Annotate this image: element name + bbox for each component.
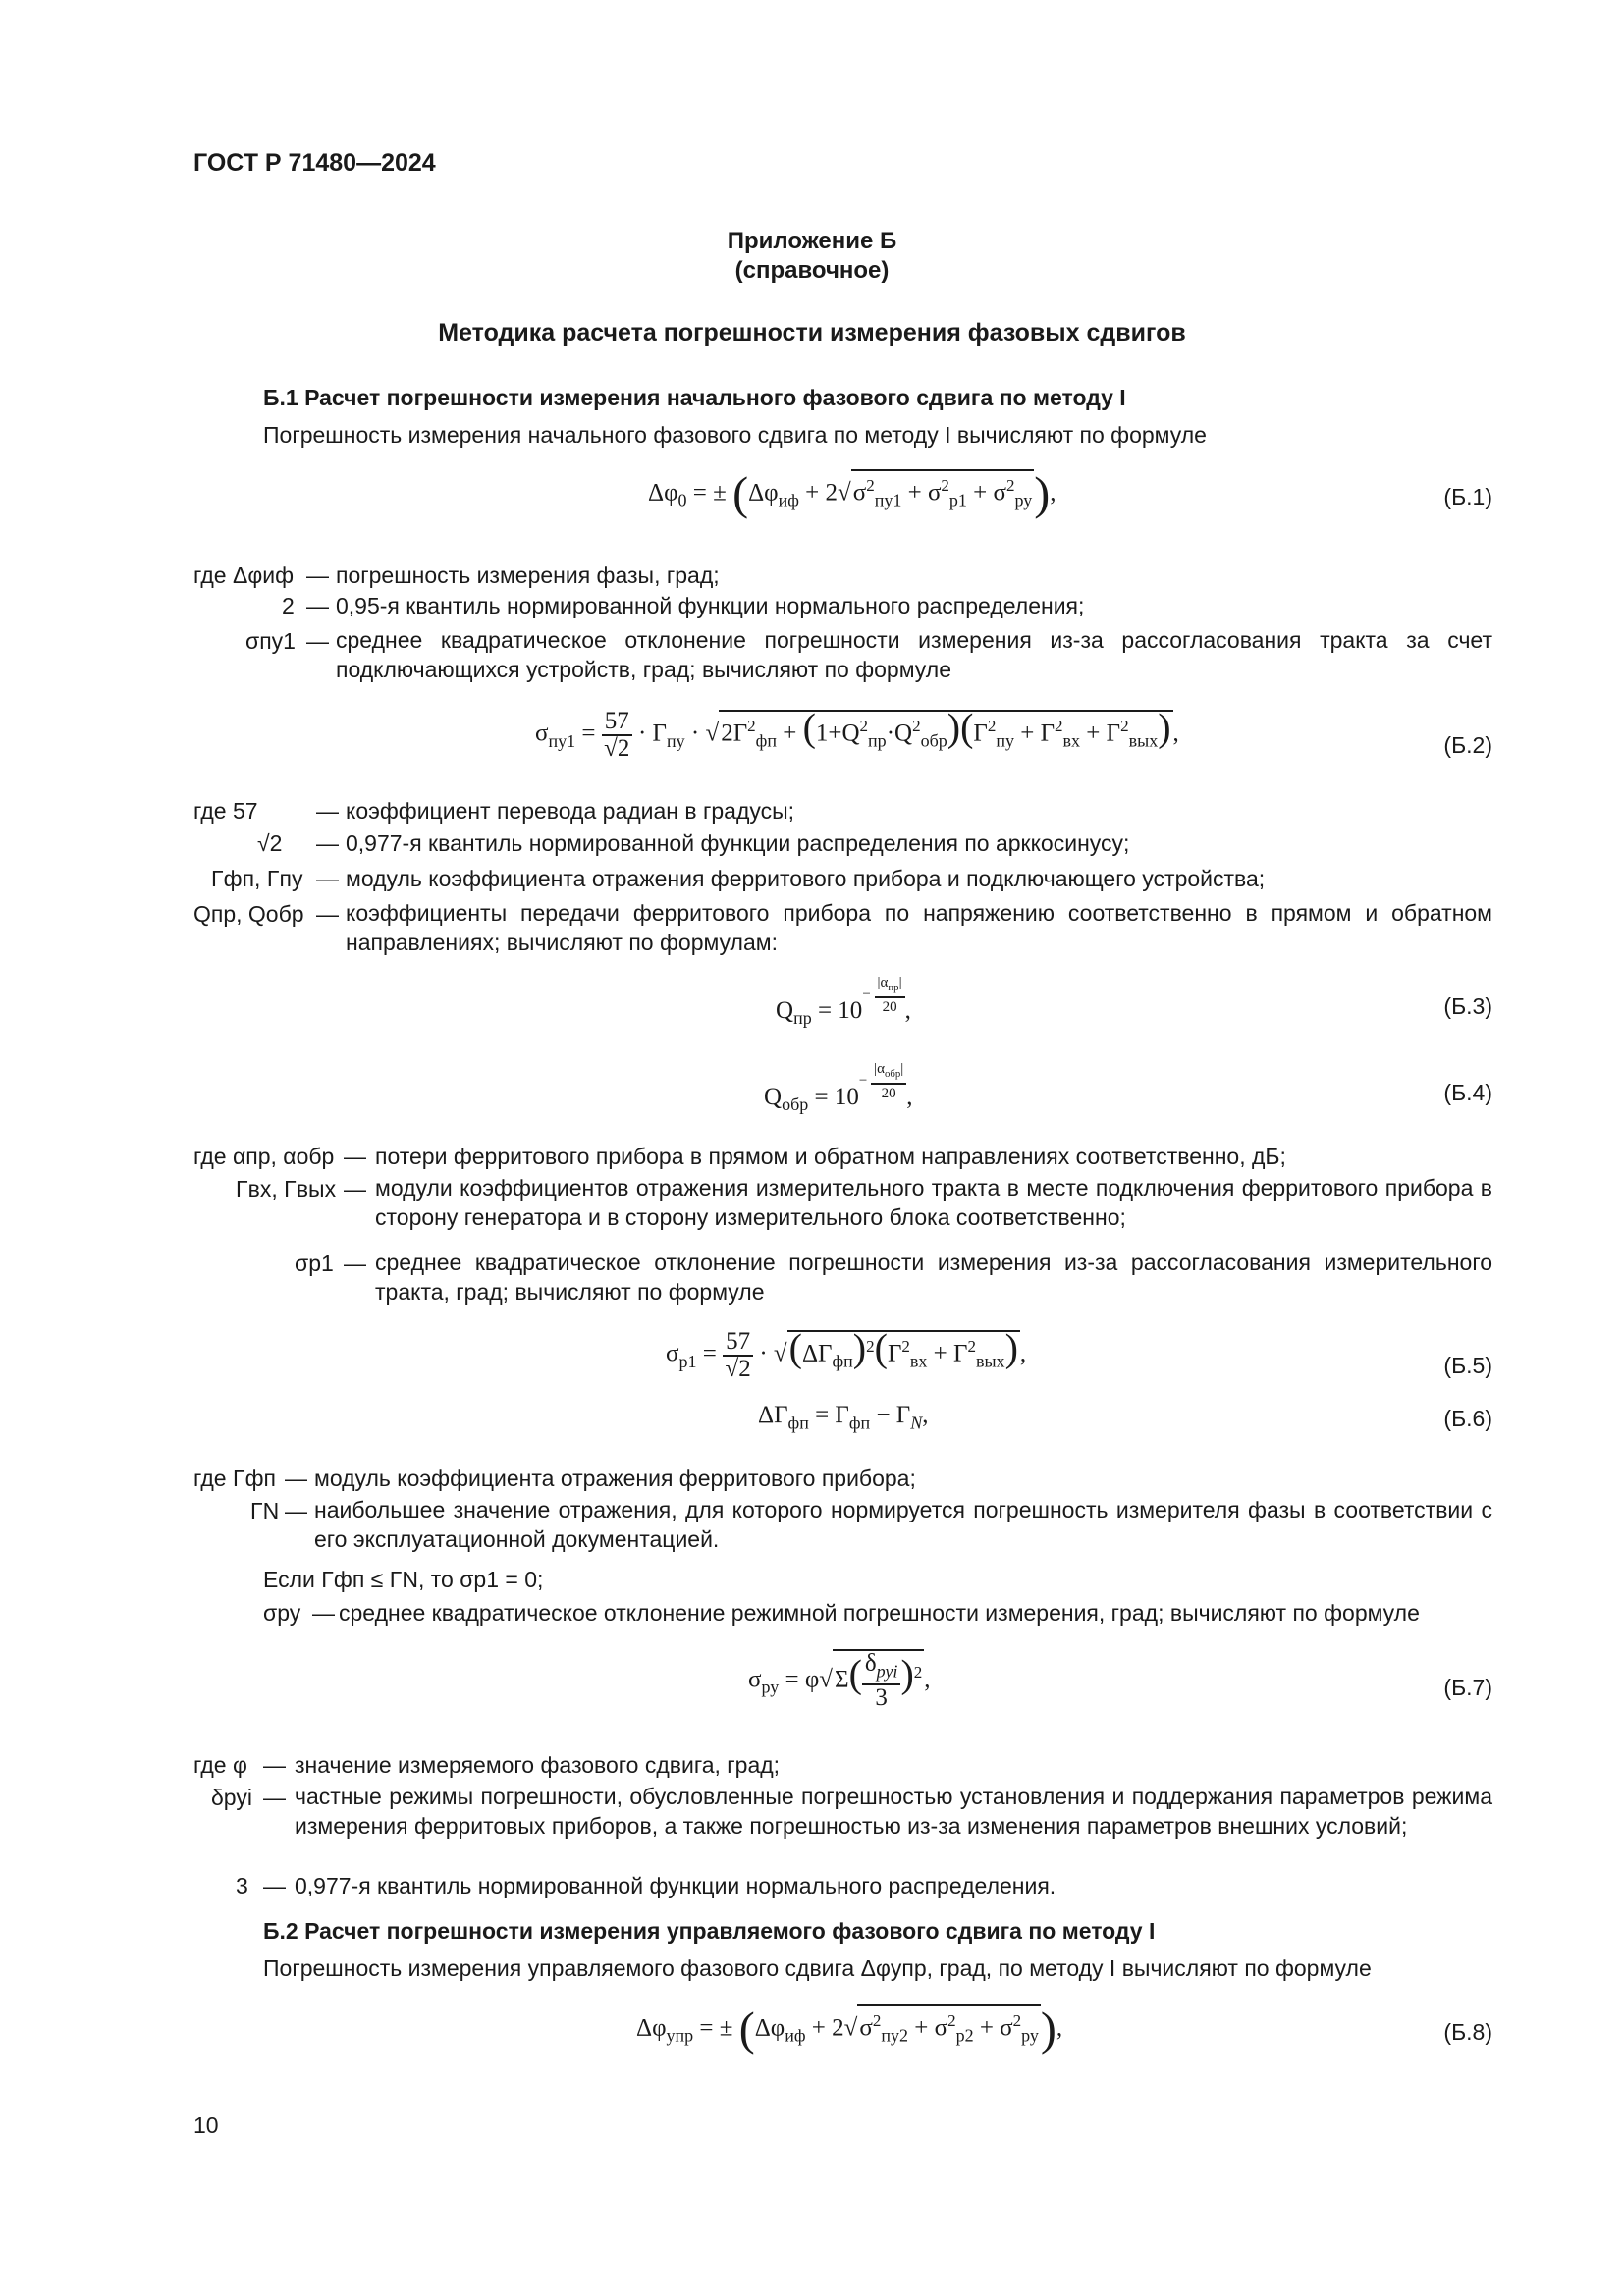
where-symbol: σпу1 xyxy=(245,628,296,654)
where-symbol: где Δφиф xyxy=(193,562,295,588)
dash: — xyxy=(306,628,329,654)
equation-b6: $\Delta\Gamma_{фп} = \Gamma_{фп} - \Gamma_N$, xyxy=(758,1402,929,1433)
where-symbol: σру xyxy=(263,1600,301,1626)
where-text: коэффициенты передачи ферритового прибора по напряжению соответственно в прямом и обратном направлениях; вычисляют по формулам: xyxy=(346,900,1492,955)
where-symbol: √2 xyxy=(257,830,283,856)
appendix-status: (справочное) xyxy=(734,257,890,284)
appendix-title: Приложение Б xyxy=(727,228,897,254)
equation-b8-number: (Б.8) xyxy=(1443,2019,1492,2045)
where-text: частные режимы погрешности, обусловленные погрешностью установления и поддержания параметров режима измерения ферритовых приборов, а также погрешностью из-за изменения параметров внешних условий; xyxy=(295,1784,1492,1839)
where-text: модуль коэффициента отражения ферритового прибора; xyxy=(314,1466,916,1491)
where-text: 0,977-я квантиль нормированной функции распределения по арккосинусу; xyxy=(346,830,1130,856)
where-text: 0,977-я квантиль нормированной функции нормального распределения. xyxy=(295,1873,1056,1898)
dash: — xyxy=(316,798,339,824)
where-symbol: δруi xyxy=(211,1785,252,1810)
dash: — xyxy=(344,1144,366,1169)
where-text: модуль коэффициента отражения ферритового прибора и подключающего устройства; xyxy=(346,866,1266,891)
equation-b7-number: (Б.7) xyxy=(1443,1675,1492,1700)
where-symbol: где Γфп xyxy=(193,1466,277,1491)
where-symbol: где 57 xyxy=(193,798,258,824)
dash: — xyxy=(316,866,339,891)
dash: — xyxy=(285,1466,307,1491)
where-symbol: где αпр, αобр xyxy=(193,1144,335,1169)
where-text: модули коэффициентов отражения измерительного тракта в месте подключения ферритового прибора в сторону генератора и в сторону измерительного блока соответственно; xyxy=(375,1175,1492,1230)
where-symbol: Qпр, Qобр xyxy=(193,901,304,927)
where-text: потери ферритового прибора в прямом и обратном направлениях соответственно, дБ; xyxy=(375,1144,1286,1169)
where-symbol: 3 xyxy=(236,1873,248,1898)
dash: — xyxy=(263,1873,286,1898)
dash: — xyxy=(306,593,329,618)
where-symbol: где φ xyxy=(193,1752,247,1778)
equation-b8: $\Delta\varphi_{упр}$ = ± $(\Delta\varphi_{иф} + 2√\sigma^2_{пу2} + \sigma^2_{р2} + \sigma^2_{ру})$, xyxy=(636,2002,1063,2056)
equation-b5: $\sigma_{р1}$ = $\frac{57}{√2}$ · $√(\Delta\Gamma_{фп})^2(\Gamma^2_{вх} + \Gamma^2_{вых})$, xyxy=(666,1325,1027,1382)
equation-b1: $\Delta\varphi_0$ = ± $(\Delta\varphi_{иф} + 2√\sigma^2_{пу1} + \sigma^2_{р1} + \sigma^2_{ру})$, xyxy=(648,467,1056,520)
equation-b2-number: (Б.2) xyxy=(1443,732,1492,758)
where-symbol: 2 xyxy=(282,593,295,618)
dash: — xyxy=(344,1176,366,1201)
equation-b3-number: (Б.3) xyxy=(1443,993,1492,1019)
where-symbol: Γфп, Γпу xyxy=(211,866,303,891)
section-1-heading: Б.1 Расчет погрешности измерения начального фазового сдвига по методу I xyxy=(263,385,1126,410)
section-2-intro: Погрешность измерения управляемого фазового сдвига Δφупр, град, по методу I вычисляют по формуле xyxy=(263,1955,1372,1981)
where-text: среднее квадратическое отклонение режимной погрешности измерения, град; вычисляют по формуле xyxy=(339,1600,1420,1626)
where-symbol: σр1 xyxy=(295,1251,334,1276)
dash: — xyxy=(316,830,339,856)
equation-b3: $Q_{пр} = 10^{- \frac{|\alpha_{пр}|}{20}}$ , xyxy=(776,975,911,1029)
page-number: 10 xyxy=(193,2112,219,2138)
where-text: наибольшее значение отражения, для которого нормируется погрешность измерителя фазы в соответствии с его эксплуатационной документацией. xyxy=(314,1497,1492,1552)
where-text: значение измеряемого фазового сдвига, град; xyxy=(295,1752,781,1778)
dash: — xyxy=(344,1251,366,1276)
where-text: 0,95-я квантиль нормированной функции нормального распределения; xyxy=(336,593,1085,618)
dash: — xyxy=(285,1498,307,1523)
where-text: погрешность измерения фазы, град; xyxy=(336,562,720,588)
where-text: коэффициент перевода радиан в градусы; xyxy=(346,798,795,824)
equation-b1-number: (Б.1) xyxy=(1443,484,1492,509)
dash: — xyxy=(263,1785,286,1810)
equation-b2: $\sigma_{пу1}$ = $\frac{57}{√2}$ · $\Gamma_{пу} \cdot √2\Gamma^2_{фп} + (1+Q^2_{пр}\cdot Q^2_{обр})(\Gamma^2_{пу} + \Gamma^2_{вх} + \Gamma^2_{вых})$, xyxy=(535,705,1179,762)
section-1-intro: Погрешность измерения начального фазового сдвига по методу I вычисляют по формуле xyxy=(263,422,1207,448)
where-text: среднее квадратическое отклонение погрешности измерения из-за рассогласования измерительного тракта, град; вычисляют по формуле xyxy=(375,1250,1492,1305)
dash: — xyxy=(263,1752,286,1778)
section-2-heading: Б.2 Расчет погрешности измерения управляемого фазового сдвига по методу I xyxy=(263,1918,1156,1944)
where-symbol: ΓN xyxy=(250,1498,280,1523)
equation-b6-number: (Б.6) xyxy=(1443,1406,1492,1431)
dash: — xyxy=(316,901,339,927)
condition-line: Если Γфп ≤ ΓN, то σр1 = 0; xyxy=(263,1567,544,1592)
equation-b7: $\sigma_{ру} = \varphi√\Sigma$( $\frac{\delta_{руi}}{3}$ )$^2$, xyxy=(748,1650,931,1712)
document-code: ГОСТ Р 71480—2024 xyxy=(193,149,436,177)
equation-b5-number: (Б.5) xyxy=(1443,1353,1492,1378)
where-symbol: Γвх, Γвых xyxy=(236,1176,337,1201)
equation-b4: $Q_{обр} = 10^{- \frac{|\alpha_{обр}|}{20}}$ , xyxy=(764,1061,913,1115)
equation-b4-number: (Б.4) xyxy=(1443,1080,1492,1105)
where-text: среднее квадратическое отклонение погрешности измерения из-за рассогласования тракта за счет подключающихся устройств, град; вычисляют по формуле xyxy=(336,627,1492,682)
main-title: Методика расчета погрешности измерения фазовых сдвигов xyxy=(438,319,1186,347)
dash: — xyxy=(312,1600,335,1626)
dash: — xyxy=(306,562,329,588)
